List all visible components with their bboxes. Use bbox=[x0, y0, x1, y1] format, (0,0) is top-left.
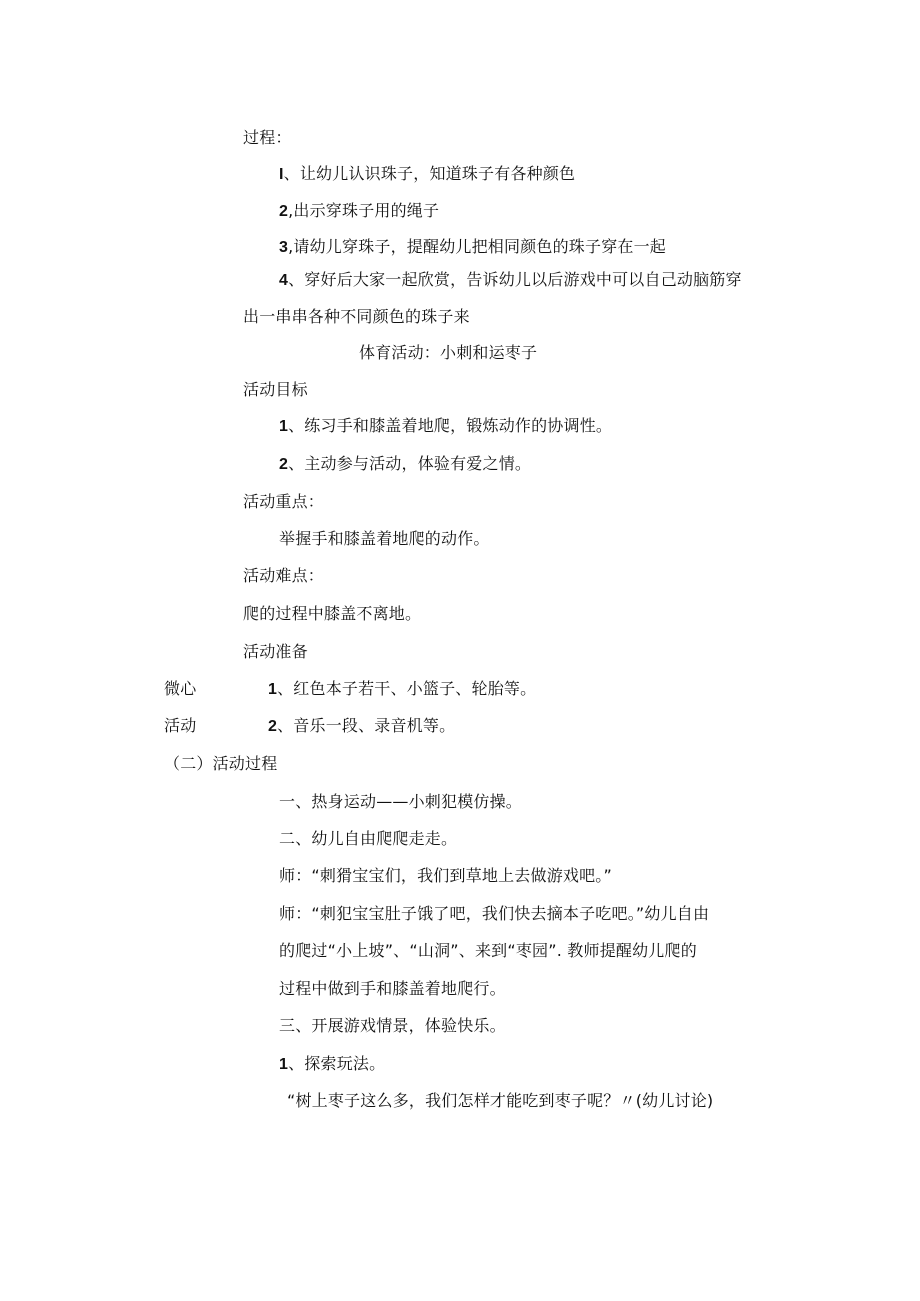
step-free-crawl: 二、幼儿自由爬爬走走。 bbox=[279, 829, 458, 848]
teacher-quote-2-continuation-2: 过程中做到手和膝盖着地爬行。 bbox=[279, 979, 506, 998]
preparation-heading: 活动准备 bbox=[243, 642, 308, 661]
process-step-2 bbox=[279, 201, 439, 222]
discussion-question: “树上枣子这么多，我们怎样才能吃到枣子呢？〃(幼儿讨论) bbox=[287, 1091, 714, 1110]
step-text: 、穿好后大家一起欣赏，告诉幼儿以后游戏中可以自己动脑筋穿 bbox=[288, 270, 742, 289]
goal-1 bbox=[279, 416, 612, 437]
explore-method bbox=[279, 1054, 385, 1075]
side-label-2: 活动 bbox=[164, 716, 197, 735]
goal-number: 2 bbox=[279, 456, 289, 473]
pe-activity-title: 体育活动：小刺和运枣子 bbox=[359, 343, 538, 362]
teacher-quote-2: 师：“刺犯宝宝肚子饿了吧，我们快去摘本子吃吧。”幼儿自由 bbox=[279, 904, 710, 923]
prep-item-2 bbox=[268, 716, 455, 737]
explore-text: 、探索玩法。 bbox=[288, 1054, 386, 1073]
explore-number: 1 bbox=[279, 1056, 289, 1073]
goal-text: 、练习手和膝盖着地爬，锻炼动作的协调性。 bbox=[288, 416, 613, 435]
step-text: ,请幼儿穿珠子，提醒幼儿把相同颜色的珠子穿在一起 bbox=[288, 237, 666, 256]
prep-text: 、音乐一段、录音机等。 bbox=[277, 716, 456, 735]
step-text: ,出示穿珠子用的绳子 bbox=[288, 201, 440, 220]
key-point-heading: 活动重点： bbox=[243, 492, 325, 511]
process-step-4-continuation: 出一串串各种不同颜色的珠子来 bbox=[243, 307, 470, 326]
step-number: 3 bbox=[279, 239, 289, 256]
prep-number: 1 bbox=[268, 681, 278, 698]
goal-text: 、主动参与活动，体验有爱之情。 bbox=[288, 454, 532, 473]
step-number: 4 bbox=[279, 272, 289, 289]
step-text: 、让幼儿认识珠子，知道珠子有各种颜色 bbox=[283, 164, 576, 183]
goals-heading: 活动目标 bbox=[243, 380, 308, 399]
teacher-quote-2-continuation-1: 的爬过“小上坡”、“山洞”、来到“枣园”. 教师提醒幼儿爬的 bbox=[279, 941, 697, 960]
step-number: 2 bbox=[279, 203, 289, 220]
process-heading: 过程： bbox=[243, 128, 292, 147]
goal-number: 1 bbox=[279, 418, 289, 435]
prep-text: 、红色本子若干、小篮子、轮胎等。 bbox=[277, 679, 537, 698]
difficulty-heading: 活动难点： bbox=[243, 566, 325, 585]
goal-2 bbox=[279, 454, 531, 475]
step-number: I bbox=[279, 166, 284, 183]
teacher-quote-1: 师：“刺猾宝宝们，我们到草地上去做游戏吧。” bbox=[279, 866, 612, 885]
process-step-4 bbox=[279, 270, 742, 291]
prep-item-1 bbox=[268, 679, 536, 700]
process-step-1 bbox=[279, 164, 575, 185]
key-point-text: 举握手和膝盖着地爬的动作。 bbox=[279, 529, 490, 548]
step-game: 三、开展游戏情景，体验快乐。 bbox=[279, 1016, 506, 1035]
difficulty-text: 爬的过程中膝盖不离地。 bbox=[243, 604, 422, 623]
process-step-3 bbox=[279, 237, 666, 258]
prep-number: 2 bbox=[268, 718, 278, 735]
activity-process-heading: （二）活动过程 bbox=[164, 754, 278, 773]
side-label-1: 微心 bbox=[164, 679, 197, 698]
step-warmup: 一、热身运动——小刺犯模仿操。 bbox=[279, 792, 523, 811]
